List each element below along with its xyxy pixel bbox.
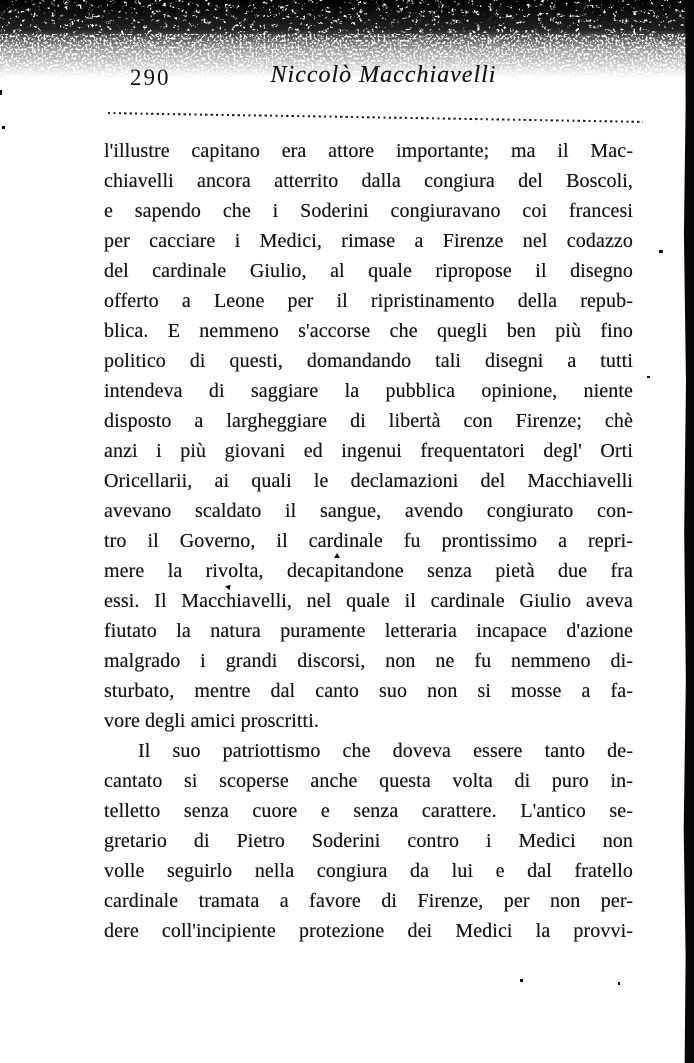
text-line: l'illustre capitano era attore importante; ma il Mac- xyxy=(104,140,633,162)
ink-speck xyxy=(645,1,651,10)
text-line: fiutato la natura puramente letteraria incapace d'azione xyxy=(104,620,633,642)
text-line: tro il Governo, il cardinale fu prontissimo a repri- xyxy=(104,530,633,552)
ink-speck xyxy=(520,979,523,982)
running-title: Niccolò Macchiavelli xyxy=(270,62,497,88)
text-line: disposto a largheggiare di libertà con Firenze; chè xyxy=(104,410,633,432)
ink-speck xyxy=(618,982,620,985)
text-line: del cardinale Giulio, al quale ripropose il disegno xyxy=(104,260,633,282)
text-line: telletto senza cuore e senza carattere. L'antico se- xyxy=(104,800,633,822)
text-line: blica. E nemmeno s'accorse che quegli ben più fino xyxy=(104,320,633,342)
text-line: anzi i più giovani ed ingenui frequentatori degl' Orti xyxy=(104,440,633,462)
text-line: avevano scaldato il sangue, avendo congiurato con- xyxy=(104,500,633,522)
ink-speck xyxy=(2,126,5,129)
text-line: Il suo patriottismo che doveva essere tanto de- xyxy=(138,740,633,762)
text-line: essi. Il Macchiavelli, nel quale il cardinale Giulio aveva xyxy=(104,590,633,612)
page-number: 290 xyxy=(130,65,171,90)
text-line: offerto a Leone per il ripristinamento della repub- xyxy=(104,290,633,312)
text-line: cardinale tramata a favore di Firenze, per non per- xyxy=(104,890,633,912)
text-line: intendeva di saggiare la pubblica opinione, niente xyxy=(104,380,633,402)
header-rule xyxy=(108,111,643,123)
text-line: sturbato, mentre dal canto suo non si mosse a fa- xyxy=(104,680,633,702)
body-text xyxy=(104,136,633,946)
text-line: gretario di Pietro Soderini contro i Medici non xyxy=(104,830,633,852)
ink-speck xyxy=(0,90,2,95)
text-line: Oricellarii, ai quali le declamazioni del Macchiavelli xyxy=(104,470,633,492)
scan-edge-strip xyxy=(682,0,694,1063)
ink-speck xyxy=(647,376,650,378)
text-line: malgrado i grandi discorsi, non ne fu nemmeno di- xyxy=(104,650,633,672)
text-line: e sapendo che i Soderini congiuravano coi francesi xyxy=(104,200,633,222)
ink-speck xyxy=(334,553,340,558)
ink-speck xyxy=(659,250,663,253)
text-line: chiavelli ancora atterrito dalla congiura del Boscoli, xyxy=(104,170,633,192)
text-line: politico di questi, domandando tali disegni a tutti xyxy=(104,350,633,372)
text-line: vore degli amici proscritti. xyxy=(104,710,319,732)
text-line: mere la rivolta, decapitandone senza pietà due fra xyxy=(104,560,633,582)
text-line: per cacciare i Medici, rimase a Firenze nel codazzo xyxy=(104,230,633,252)
text-line: volle seguirlo nella congiura da lui e dal fratello xyxy=(104,860,633,882)
text-line: dere coll'incipiente protezione dei Medici la provvi- xyxy=(104,920,633,942)
text-line: cantato si scoperse anche questa volta di puro in- xyxy=(104,770,633,792)
